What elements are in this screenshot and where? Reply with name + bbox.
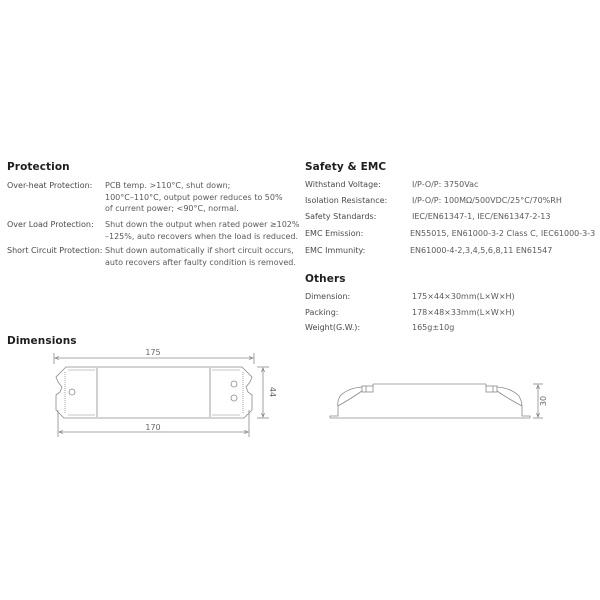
- dimensions-heading: Dimensions: [7, 335, 77, 347]
- dimension-label: Dimension:: [305, 292, 351, 301]
- emc-immunity-label: EMC Immunity:: [305, 246, 366, 255]
- overload-line-2: –125%, auto recovers when the load is reduced.: [105, 231, 299, 241]
- packing-label: Packing:: [305, 308, 339, 317]
- isolation-resistance-label: Isolation Resistance:: [305, 196, 388, 205]
- dim-175-label: 175: [145, 348, 161, 357]
- overload-label: Over Load Protection:: [7, 220, 94, 229]
- overheat-line-3: of current power; <90°C, normal.: [105, 204, 239, 213]
- short-circuit-line-2: auto recovers after faulty condition is removed.: [105, 257, 296, 267]
- dim-44-label: 44: [268, 386, 277, 398]
- emc-emission-label: EMC Emission:: [305, 229, 364, 238]
- others-heading: Others: [305, 273, 346, 285]
- emc-immunity-value: EN61000-4-2,3,4,5,6,8,11 EN61547: [410, 246, 553, 255]
- overheat-label: Over-heat Protection:: [7, 181, 93, 190]
- dimension-value: 175×44×30mm(L×W×H): [412, 292, 515, 301]
- safety-emc-heading: Safety & EMC: [305, 161, 387, 173]
- protection-heading: Protection: [7, 161, 70, 173]
- isolation-resistance-value: I/P-O/P: 100MΩ/500VDC/25°C/70%RH: [412, 196, 562, 205]
- short-circuit-label: Short Circuit Protection:: [7, 246, 103, 255]
- side-view-drawing: [330, 384, 543, 418]
- withstand-voltage-label: Withstand Voltage:: [305, 180, 381, 189]
- withstand-voltage-value: I/P-O/P: 3750Vac: [412, 180, 479, 189]
- safety-standards-value: IEC/EN61347-1, IEC/EN61347-2-13: [412, 212, 551, 221]
- overheat-line-2: 100°C–110°C, output power reduces to 50%: [105, 192, 283, 202]
- weight-label: Weight(G.W.):: [305, 323, 361, 332]
- short-circuit-line-1: Shut down automatically if short circuit occurs,: [105, 246, 294, 255]
- overload-line-1: Shut down the output when rated power ≥102%: [105, 220, 300, 229]
- packing-value: 178×48×33mm(L×W×H): [412, 308, 515, 317]
- overheat-line-1: PCB temp. >110°C, shut down;: [105, 181, 231, 190]
- weight-value: 165g±10g: [412, 323, 455, 332]
- emc-emission-value: EN55015, EN61000-3-2 Class C, IEC61000-3-3: [410, 229, 596, 238]
- dim-170-label: 170: [145, 423, 161, 432]
- dim-30-label: 30: [539, 395, 548, 407]
- top-view-drawing: [54, 353, 269, 437]
- safety-standards-label: Safety Standards:: [305, 212, 377, 221]
